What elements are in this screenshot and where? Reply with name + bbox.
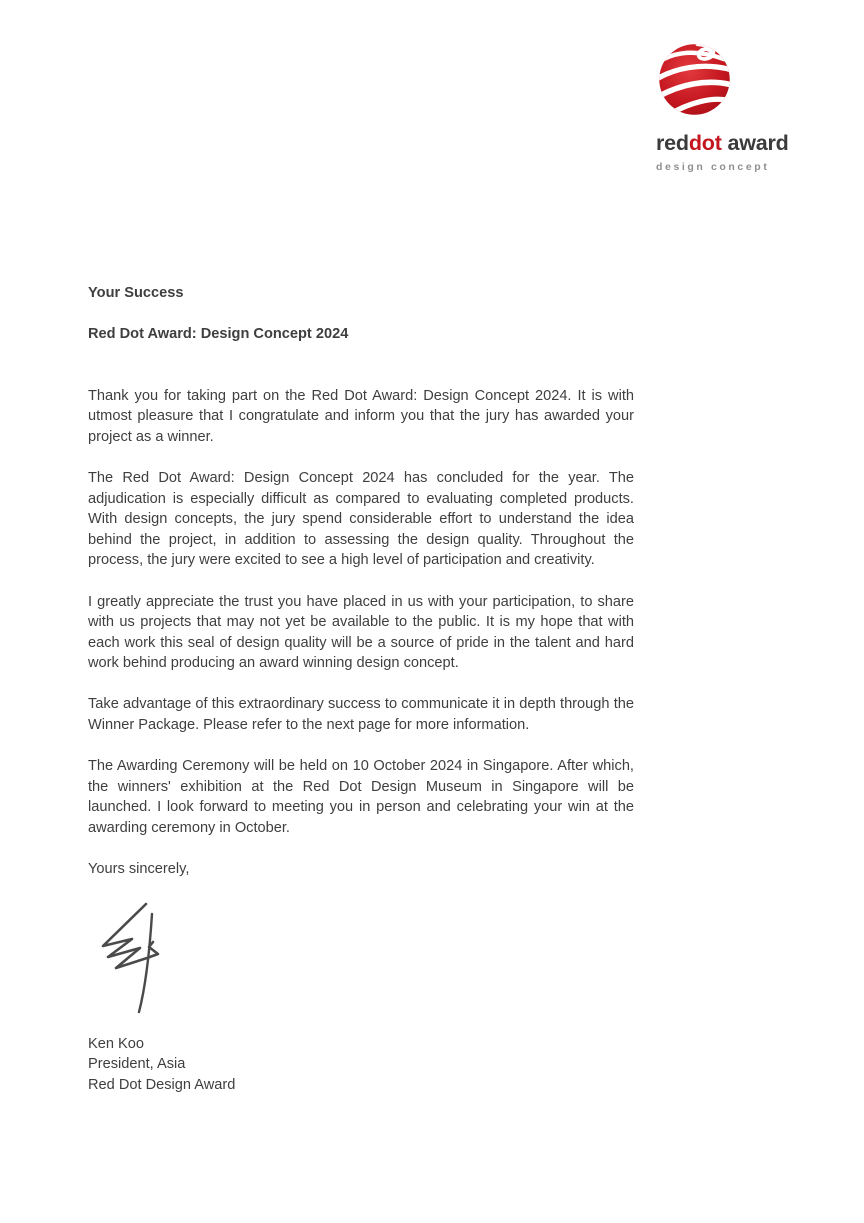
- signature-block: [88, 1034, 634, 1096]
- signer-name: Ken Koo: [88, 1035, 144, 1052]
- reddot-wordmark: [656, 133, 806, 155]
- closing-salutation: Yours sincerely,: [88, 861, 190, 878]
- letter-paragraph: The Red Dot Award: Design Concept 2024 has concluded for the year. The adjudication is especially difficult as compared to evaluating completed products. With design concepts, the jury spend considerable effort to understand the idea behind the project, in addition to assessing the design quality. Throughout the process, the jury were excited to see a high level of participation and creativity.: [88, 469, 634, 569]
- signer-organization: Red Dot Design Award: [88, 1077, 236, 1093]
- handwritten-signature: [88, 900, 634, 1016]
- letter-paragraph: I greatly appreciate the trust you have placed in us with your participation, to share with us projects that may not yet be available to the public. It is my hope that with each work this seal of design quality will be a source of pride in the talent and hard work behind producing an award winning design concept.: [88, 593, 634, 672]
- signer-title: President, Asia: [88, 1056, 186, 1073]
- signature-icon: [90, 900, 202, 1016]
- reddot-logo: [656, 42, 806, 173]
- logo-subtitle: design concept: [656, 160, 770, 173]
- wordmark-dot: dot: [688, 131, 722, 155]
- subject-line-2: Red Dot Award: Design Concept 2024: [88, 325, 349, 342]
- letter-paragraph: The Awarding Ceremony will be held on 10 October 2024 in Singapore. After which, the winners' exhibition at the Red Dot Design Museum in Singapore will be launched. I look forward to meeting you in person and celebrating your win at the awarding ceremony in October.: [88, 758, 634, 837]
- letter-paragraph: Thank you for taking part on the Red Dot Award: Design Concept 2024. It is with utmost pleasure that I congratulate and inform you that the jury has awarded your project as a winner.: [88, 387, 634, 445]
- subject-line-1: Your Success: [88, 284, 184, 301]
- wordmark-red: red: [656, 131, 689, 155]
- wordmark-award: award: [721, 131, 789, 155]
- letter-body: [88, 262, 634, 1096]
- reddot-sphere-icon: [657, 42, 732, 117]
- letter-paragraph: Take advantage of this extraordinary success to communicate it in depth through the Winner Package. Please refer to the next page for more information.: [88, 696, 634, 734]
